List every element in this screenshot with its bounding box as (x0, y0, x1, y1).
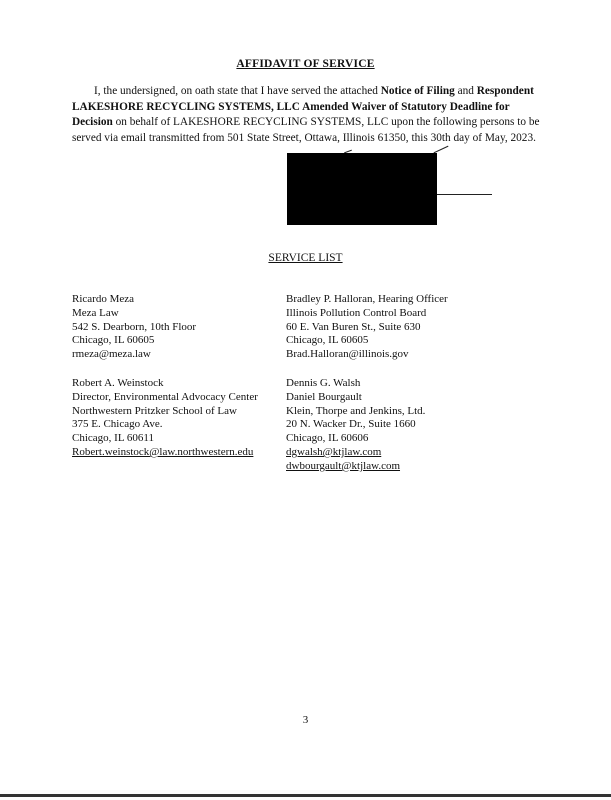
contact-line: Daniel Bourgault (286, 390, 362, 403)
contact-line: Director, Environmental Advocacy Center (72, 390, 258, 403)
affidavit-paragraph (72, 84, 542, 146)
contact-line: Chicago, IL 60605 (72, 334, 155, 347)
paragraph-rest: on behalf of LAKESHORE RECYCLING SYSTEMS, LLC upon the following persons to be served via email transmitted from 501 State Street, Ottawa, Illinois 61350, this 30th day of May, 2023. (72, 116, 540, 144)
contact-line: Ricardo Meza (72, 293, 134, 305)
contact-line: 60 E. Van Buren St., Suite 630 (286, 320, 421, 333)
contact-line: Bradley P. Halloran, Hearing Officer (286, 293, 448, 305)
contact-line: Chicago, IL 60606 (286, 432, 369, 445)
redacted-signature (287, 153, 437, 225)
notice-of-filing-text: Notice of Filing (380, 85, 455, 97)
contact-email: Brad.Halloran@illinois.gov (286, 348, 409, 361)
affidavit-title: AFFIDAVIT OF SERVICE (236, 58, 375, 70)
contact-line: Meza Law (72, 306, 119, 319)
service-list-title: SERVICE LIST (268, 252, 343, 264)
contact-email-link[interactable]: dgwalsh@ktjlaw.com (286, 445, 382, 458)
contact-line: Robert A. Weinstock (72, 377, 164, 389)
signature-line (437, 194, 492, 195)
contact-line: Klein, Thorpe and Jenkins, Ltd. (286, 404, 426, 417)
contact-email: rmeza@meza.law (72, 348, 151, 361)
paragraph-intro: I, the undersigned, on oath state that I have served the attached (94, 85, 381, 97)
contact-line: 542 S. Dearborn, 10th Floor (72, 320, 197, 333)
contact-line: Chicago, IL 60611 (72, 432, 154, 445)
contact-block (286, 377, 425, 474)
contact-block (72, 377, 258, 460)
contact-block (286, 293, 448, 362)
contact-line: Dennis G. Walsh (286, 377, 361, 389)
scan-edge-bar (0, 794, 611, 797)
contact-line: 375 E. Chicago Ave. (72, 418, 163, 431)
contact-line: Illinois Pollution Control Board (286, 306, 427, 319)
contact-line: 20 N. Wacker Dr., Suite 1660 (286, 418, 416, 431)
contact-line: Northwestern Pritzker School of Law (72, 404, 237, 417)
contact-block (72, 293, 196, 362)
page-number: 3 (302, 714, 309, 726)
contact-email-link[interactable]: dwbourgault@ktjlaw.com (286, 459, 401, 472)
waiver-title-text: Respondent LAKESHORE RECYCLING SYSTEMS, LLC Amended Waiver of Statutory Deadline for Decision (72, 85, 534, 128)
contact-line: Chicago, IL 60605 (286, 334, 369, 347)
contact-email-link[interactable]: Robert.weinstock@law.northwestern.edu (72, 445, 254, 458)
paragraph-and: and (454, 85, 477, 97)
